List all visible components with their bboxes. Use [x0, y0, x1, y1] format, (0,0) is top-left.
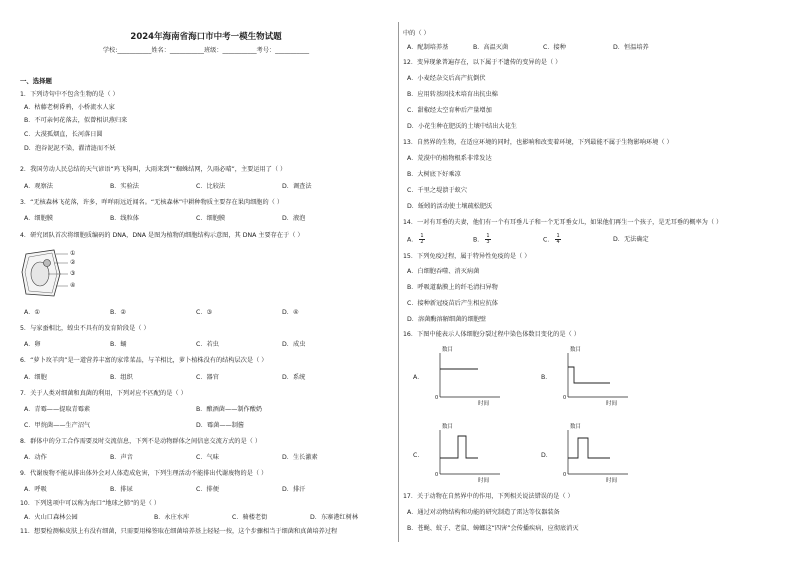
- option-c-label: C．: [543, 236, 554, 244]
- graph-d: [558, 422, 638, 486]
- option-a-label: A．: [407, 236, 418, 244]
- question-16-option-d[interactable]: D．: [541, 452, 552, 459]
- question-9-option-c[interactable]: C．排便: [196, 486, 219, 493]
- question-1-option-c[interactable]: C．大漠孤烟直，长河落日圆: [24, 131, 103, 138]
- question-1-option-d[interactable]: D．泡谷泥泥不染，濯清涟而不妖: [24, 145, 116, 152]
- question-12-stem: 12．变异现象普遍存在，以下属于不遗传的变异的是（ ）: [403, 59, 562, 66]
- nucleus-shape: [44, 260, 51, 267]
- question-13-option-b[interactable]: B．大树底下好乘凉: [407, 171, 461, 178]
- question-8-option-b[interactable]: B．声音: [110, 454, 133, 461]
- question-8-option-c[interactable]: C．气味: [196, 454, 219, 461]
- question-16-stem: 16．下图中能表示人体细胞分裂过程中染色体数目变化的是（ ）: [403, 331, 580, 338]
- question-6-option-a[interactable]: A．细胞: [24, 374, 47, 381]
- question-11-stem-cont: 中的（ ）: [403, 30, 430, 37]
- question-1-option-a[interactable]: A．枯藤老树昏鸦，小桥流水人家: [24, 104, 115, 111]
- question-11-stem: 11．想要检测棉皮肤上有没有细菌，只需要用棉签取在细菌培养基上轻轻一按，这个步骤相当于细菌和真菌培养过程: [20, 528, 338, 535]
- question-5-option-c[interactable]: C．若虫: [196, 341, 219, 348]
- question-6-option-c[interactable]: C．器官: [196, 374, 219, 381]
- question-2-option-d[interactable]: D．调查法: [282, 183, 312, 190]
- question-4-option-d[interactable]: D．④: [282, 309, 299, 316]
- question-4-option-c[interactable]: C．③: [196, 309, 213, 316]
- graph-a-xlabel: 时间: [478, 401, 490, 407]
- question-10-option-c[interactable]: C．骑楼老街: [232, 514, 268, 521]
- question-15-option-b[interactable]: B．呼吸道黏膜上的纤毛清扫异物: [407, 284, 498, 291]
- graph-a-origin: 0: [435, 395, 439, 401]
- question-10-stem: 10．下列选项中可以称为海口“地球之肺”的是（ ）: [20, 500, 161, 507]
- question-11-option-b[interactable]: B．高温灭菌: [473, 44, 509, 51]
- plant-cell-diagram: [20, 248, 76, 300]
- question-3-option-c[interactable]: C．细胞膜: [196, 215, 226, 222]
- question-4-option-b[interactable]: B．②: [110, 309, 126, 316]
- section-heading: 一、选择题: [20, 77, 52, 85]
- option-b-label: B．: [473, 236, 484, 244]
- question-4-option-a[interactable]: A．①: [24, 309, 40, 316]
- question-17-option-a[interactable]: A．通过对动物结构和功能的研究制造了雷达等仪器装备: [407, 509, 560, 516]
- fraction-one-half: $\frac{1}{2}$: [420, 233, 424, 245]
- question-8-option-a[interactable]: A．动作: [24, 454, 47, 461]
- graph-c-origin: 0: [435, 472, 439, 478]
- question-12-option-a[interactable]: A．小麦经杂交后高产抗倒伏: [407, 75, 486, 82]
- graph-a: [430, 345, 510, 409]
- question-5-option-a[interactable]: A．卵: [24, 341, 41, 348]
- question-16-option-b[interactable]: B．: [541, 374, 552, 381]
- question-7-option-d[interactable]: D．霉菌——制酱: [196, 422, 245, 429]
- graph-b-ylabel: 数目: [570, 347, 582, 353]
- question-17-option-b[interactable]: B．苍蝇、蚊子、老鼠、蟑螂这“四害”会传播疾病，应彻底消灭: [407, 525, 579, 532]
- graph-b-xlabel: 时间: [606, 401, 618, 407]
- question-6-option-d[interactable]: D．系统: [282, 374, 306, 381]
- graph-c-ylabel: 数目: [442, 424, 454, 430]
- question-3-option-b[interactable]: B．线粒体: [110, 215, 139, 222]
- question-9-option-a[interactable]: A．呼吸: [24, 486, 47, 493]
- question-8-stem: 8．群体中的分工合作需要及时交流信息，下列不是动物群体之间信息交流方式的是（ ）: [20, 438, 262, 445]
- question-13-option-d[interactable]: D．蚯蚓的活动使土壤疏松肥沃: [407, 203, 493, 210]
- question-15-stem: 15．下列免疫过程，属于特异性免疫的是（ ）: [403, 253, 531, 260]
- question-5-option-d[interactable]: D．成虫: [282, 341, 306, 348]
- graph-b: [558, 345, 638, 409]
- fraction-one-quarter: $\frac{1}{4}$: [556, 233, 560, 245]
- question-5-stem: 5．与家蚕相比，蝗虫不具有的发育阶段是（ ）: [20, 325, 150, 332]
- page-title: 2024年海南省海口市中考一模生物试题: [130, 32, 282, 42]
- graph-d-origin: 0: [563, 472, 567, 478]
- question-17-stem: 17．关于动物在自然界中的作用，下列相关说法错误的是（ ）: [403, 493, 574, 500]
- question-6-option-b[interactable]: B．组织: [110, 374, 133, 381]
- question-13-stem: 13．自然界的生物，在适应环境的同时，也影响和改变着环境，下列最能不属于生物影响环境（ ）: [403, 139, 673, 146]
- question-12-option-b[interactable]: B．应用转基因技术培育出抗虫棉: [407, 91, 498, 98]
- cell-label-2: ②: [70, 259, 76, 266]
- question-13-option-a[interactable]: A．荒漠中的植物根系非常发达: [407, 155, 492, 162]
- question-14-option-d[interactable]: D．无法确定: [613, 236, 649, 243]
- graph-d-line: [568, 438, 610, 458]
- question-5-option-b[interactable]: B．蛹: [110, 341, 127, 348]
- question-10-option-a[interactable]: A．火山口森林公园: [24, 514, 78, 521]
- question-12-option-c[interactable]: C．甜椒经太空育种后产量增加: [407, 107, 492, 114]
- question-15-option-a[interactable]: A．白细胞吞噬、消灭病菌: [407, 268, 480, 275]
- question-15-option-c[interactable]: C．接种新冠疫苗后产生相应抗体: [407, 300, 498, 307]
- cell-label-1: ①: [70, 250, 76, 257]
- question-14-option-c[interactable]: [543, 234, 561, 245]
- cell-label-3: ③: [70, 270, 76, 277]
- graph-d-ylabel: 数目: [570, 424, 582, 430]
- graph-c-xlabel: 时间: [478, 478, 490, 484]
- question-7-option-c[interactable]: C．甲烷菌——生产沼气: [24, 422, 91, 429]
- question-3-stem: 3．“无核森林飞花落，许多，咩咩雨远近闻名。“无核森林”中耕种物质主要存在果肉细胞的（ ）: [20, 199, 284, 206]
- question-11-option-d[interactable]: D．恒温培养: [613, 44, 649, 51]
- question-7-stem: 7．关于人类对细菌和真菌的利用，下列对应不匹配的是（ ）: [20, 390, 187, 397]
- question-7-option-b[interactable]: B．酿酒菌——制作酸奶: [196, 406, 263, 413]
- fraction-one-third: $\frac{1}{3}$: [486, 233, 490, 245]
- question-6-stem: 6．“萝卜玫羊肉”是一道营养丰富的家常菜品，与羊相比，萝卜植株没有的结构层次是（ ）: [20, 357, 268, 364]
- question-9-option-b[interactable]: B．排尿: [110, 486, 133, 493]
- question-9-stem: 9．代谢废物不能从排出体外会对人体造成危害，下列生理活动不能排出代谢废物的是（ ）: [20, 470, 268, 477]
- question-3-option-a[interactable]: A．细胞膜: [24, 215, 53, 222]
- question-2-stem: 2．我国劳动人民总结的天气谚语“鸡飞狗叫，大雨来到”“蜘蛛结网，久雨必晴”，主要运用了（ ）: [20, 166, 287, 173]
- column-divider: [398, 22, 399, 542]
- question-2-option-b[interactable]: B．实验法: [110, 183, 139, 190]
- student-info-line: 学校:___________姓名：___________班级：___________考号：___________: [102, 47, 310, 54]
- question-2-option-c[interactable]: C．比较法: [196, 183, 226, 190]
- question-4-stem: 4．研究团队首次将细胞质编码的 DNA，DNA 是图为植物的细胞结构示意图，其 DNA 主要存在于（ ）: [20, 232, 304, 239]
- question-15-option-d[interactable]: D．溶菌酶溶解细菌的细胞壁: [407, 316, 487, 323]
- graph-c-line: [440, 436, 478, 458]
- question-14-stem: 14．一对有耳垂的夫妻，他们有一个有耳垂儿子和一个无耳垂女儿，如果他们再生一个孩子，是无耳垂的概率为（ ）: [403, 219, 723, 226]
- cell-label-4: ④: [70, 282, 76, 289]
- question-1-option-b[interactable]: B．不可亲何花落去，似曾相识燕归来: [24, 117, 128, 124]
- question-8-option-d[interactable]: D．生长激素: [282, 454, 318, 461]
- question-11-option-c[interactable]: C．接种: [543, 44, 566, 51]
- question-14-option-a[interactable]: [407, 234, 425, 245]
- question-3-option-d[interactable]: D．液泡: [282, 215, 306, 222]
- question-13-option-c[interactable]: C．千里之堤溃于蚁穴: [407, 187, 468, 194]
- question-9-option-d[interactable]: D．排汗: [282, 486, 306, 493]
- graph-d-xlabel: 时间: [606, 478, 618, 484]
- question-16-option-a[interactable]: A．: [413, 374, 424, 381]
- question-11-option-a[interactable]: A．配制培养基: [407, 44, 449, 51]
- graph-a-ylabel: 数目: [442, 347, 454, 353]
- graph-b-origin: 0: [563, 395, 567, 401]
- question-2-option-a[interactable]: A．观察法: [24, 183, 53, 190]
- question-7-option-a[interactable]: A．青霉——提取青霉素: [24, 406, 91, 413]
- question-10-option-d[interactable]: D．东寨港红树林: [310, 514, 359, 521]
- question-14-option-b[interactable]: [473, 234, 491, 245]
- graph-c: [430, 422, 510, 486]
- question-12-option-d[interactable]: D．小花生种在肥沃的土壤中结出大花生: [407, 123, 517, 130]
- graph-b-line: [568, 367, 610, 383]
- question-16-option-c[interactable]: C．: [413, 452, 424, 459]
- question-1-stem: 1．下列诗句中不包含生物的是（ ）: [20, 91, 119, 98]
- question-10-option-b[interactable]: B．永庄水库: [154, 514, 190, 521]
